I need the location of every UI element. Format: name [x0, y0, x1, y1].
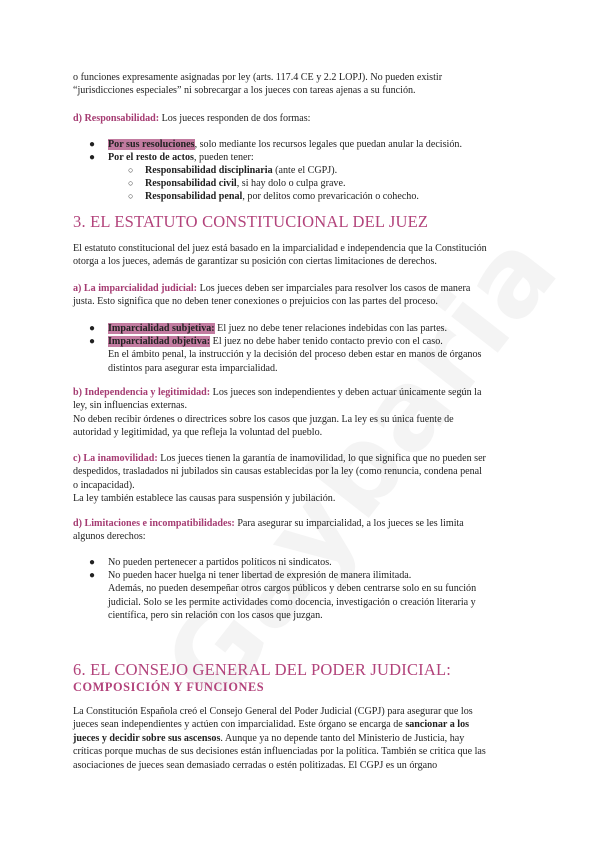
top-paragraph-line-1: o funciones expresamente asignadas por ley (arts. 117.4 CE y 2.2 LOPJ). No pueden existir	[73, 72, 443, 83]
limitaciones-line-2: algunos derechos:	[73, 531, 146, 543]
bold-decidir-ascensos: jueces y decidir sobre sus ascensos	[73, 732, 221, 744]
section-3-intro	[73, 242, 528, 269]
inamovilidad-line-4: La ley también establece las causas para suspensión y jubilación.	[73, 493, 336, 505]
top-paragraph	[73, 71, 528, 98]
inamovilidad-paragraph	[73, 452, 528, 506]
section-3-heading: 3. EL ESTATUTO CONSTITUCIONAL DEL JUEZ	[73, 212, 429, 231]
intro-line-2: otorga a los jueces, además de garantizar su posición con ciertas limitaciones de derechos.	[73, 256, 437, 268]
limitaciones-bullet-2	[108, 569, 528, 623]
responsabilidad-lead: d) Responsabilidad:	[73, 113, 160, 124]
responsabilidad-bullet-2	[108, 151, 528, 164]
independencia-lead: b) Independencia y legitimidad:	[73, 387, 211, 398]
bullet-dot: ●	[89, 557, 96, 568]
bold-sancionar: sancionar a los	[405, 719, 470, 731]
imparcialidad-bullet-2	[108, 335, 528, 375]
sub-3-bold: Responsabilidad penal	[145, 191, 243, 202]
imparcialidad-line-2: justa. Esto significa que no deben tener conexiones o prejuicios con las partes del proceso.	[73, 296, 438, 308]
responsabilidad-paragraph	[73, 112, 528, 125]
bullet-dot: ●	[89, 139, 96, 150]
sub-1-text: (ante el CGPJ).	[272, 165, 338, 176]
section-6-heading: 6. EL CONSEJO GENERAL DEL PODER JUDICIAL:	[73, 660, 452, 679]
independencia-line-4: autoridad y legitimidad, ya que refleja la voluntad del pueblo.	[73, 427, 323, 439]
limitaciones-bullet-2-line-3: judicial. Solo se les permite actividades como docencia, investigación o creación literaria y	[108, 596, 476, 608]
limitaciones-bullet-2-line-4: científica, pero sin relación con los casos que juzgan.	[108, 610, 323, 622]
limitaciones-bullet-2-line-2: Además, no pueden desempeñar otros cargos públicos y deben centrarse solo en su función	[108, 583, 477, 595]
inamovilidad-line-3: o incapacidad).	[73, 479, 135, 491]
sub-bullet-circle: ○	[128, 191, 134, 201]
imparcialidad-bullet-1	[108, 322, 528, 335]
inamovilidad-lead: c) La inamovilidad:	[73, 453, 158, 464]
bullet-dot: ●	[89, 323, 96, 334]
section-6-line-5: asociaciones de jueces sean demasiado cerradas o estén politizadas. El CGPJ es un órgano	[73, 759, 438, 771]
bullet-dot: ●	[89, 570, 96, 581]
sub-bullet-circle: ○	[128, 165, 134, 175]
section-6-paragraph	[73, 705, 528, 772]
highlight-por-sus-resoluciones: Por sus resoluciones	[108, 139, 195, 150]
limitaciones-line-1: Para asegurar su imparcialidad, a los jueces se les limita	[234, 518, 464, 529]
limitaciones-lead: d) Limitaciones e incompatibilidades:	[73, 518, 235, 529]
section-6-line-1: La Constitución Española creó el Consejo General del Poder Judicial (CGPJ) para asegurar que los	[73, 706, 473, 717]
responsabilidad-text: Los jueces responden de dos formas:	[159, 113, 311, 124]
bullet-dot: ●	[89, 336, 96, 347]
independencia-line-2: ley, sin influencias externas.	[73, 400, 187, 412]
imparcialidad-lead: a) La imparcialidad judicial:	[73, 283, 198, 294]
bullet-dot: ●	[89, 152, 96, 163]
responsabilidad-sub-2	[145, 177, 565, 190]
independencia-paragraph	[73, 386, 528, 440]
imparcialidad-line-1: Los jueces deben ser imparciales para resolver los casos de manera	[197, 283, 471, 294]
imparcialidad-bullet-2-line-2: En el ámbito penal, la instrucción y la decisión del proceso deben estar en manos de órganos	[108, 349, 482, 361]
responsabilidad-sub-1	[145, 164, 565, 177]
independencia-line-3: No deben recibir órdenes o directrices sobre los casos que juzgan. La ley es su única fuente de	[73, 413, 454, 425]
bold-por-el-resto-de-actos: Por el resto de actos	[108, 152, 194, 163]
section-6-subheading: COMPOSICIÓN Y FUNCIONES	[73, 680, 265, 694]
limitaciones-bullet-2-line-1: No pueden hacer huelga ni tener libertad de expresión de manera ilimitada.	[108, 570, 412, 581]
bullet-1-text: , solo mediante los recursos legales que puedan anular la decisión.	[194, 139, 462, 150]
intro-line-1: El estatuto constitucional del juez está basado en la imparcialidad e independencia que la Constitución	[73, 243, 487, 254]
responsabilidad-bullet-1	[108, 138, 528, 151]
imparcialidad-bullet-1-text: El juez no debe tener relaciones indebidas con las partes.	[214, 323, 447, 334]
sub-1-bold: Responsabilidad disciplinaria	[145, 165, 273, 176]
section-6-line-4: críticas porque muchas de sus decisiones están influenciadas por la política. También se critica que las	[73, 746, 486, 758]
sub-2-text: , si hay dolo o culpa grave.	[236, 178, 346, 189]
sub-3-text: , por delitos como prevaricación o cohecho.	[242, 191, 419, 202]
responsabilidad-sub-3	[145, 190, 565, 203]
limitaciones-bullet-1: No pueden pertenecer a partidos políticos ni sindicatos.	[108, 557, 332, 568]
top-paragraph-line-2: “jurisdicciones especiales” ni sobrecargar a los jueces con tareas ajenas a su función.	[73, 85, 416, 97]
independencia-line-1: Los jueces son independientes y deben actuar únicamente según la	[210, 387, 482, 398]
imparcialidad-bullet-2-text: El juez no debe haber tenido contacto previo con el caso.	[210, 336, 443, 347]
inamovilidad-line-2: despedidos, trasladados ni jubilados sin causas establecidas por la ley (como renuncia, condena penal	[73, 466, 482, 478]
bullet-2-text: , pueden tener:	[193, 152, 254, 163]
imparcialidad-paragraph	[73, 282, 528, 309]
sub-2-bold: Responsabilidad civil	[145, 178, 237, 189]
sub-bullet-circle: ○	[128, 178, 134, 188]
limitaciones-paragraph	[73, 517, 528, 544]
inamovilidad-line-1: Los jueces tienen la garantía de inamovilidad, lo que significa que no pueden ser	[157, 453, 486, 464]
highlight-imparcialidad-objetiva: Imparcialidad objetiva:	[108, 336, 211, 347]
highlight-imparcialidad-subjetiva: Imparcialidad subjetiva:	[108, 323, 215, 334]
imparcialidad-bullet-2-line-3: distintos para asegurar esta imparcialidad.	[108, 362, 278, 374]
section-6-line-2: jueces sean independientes y actúen con imparcialidad. Este órgano se encarga de	[73, 719, 406, 731]
section-6-line-3: . Aunque ya no depende tanto del Ministerio de Justicia, hay	[220, 732, 465, 744]
